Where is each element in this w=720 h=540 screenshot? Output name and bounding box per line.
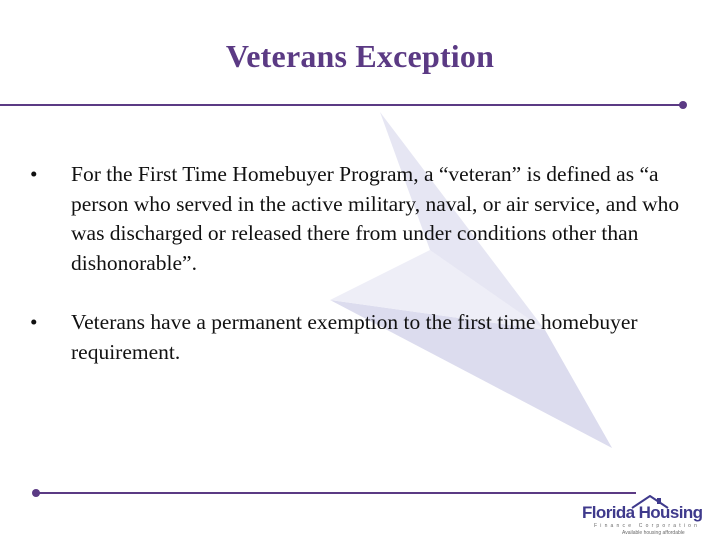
bottom-divider-dot bbox=[32, 489, 40, 497]
bullet-list bbox=[30, 160, 690, 367]
bullet-text: Veterans have a permanent exemption to the first time homebuyer requirement. bbox=[71, 310, 638, 364]
bullet-text: For the First Time Homebuyer Program, a “veteran” is defined as “a person who served in the active military, naval, or air service, and who was discharged or released there from under conditions other than dishonorable”. bbox=[71, 162, 680, 275]
logo-tagline: Available housing affordable bbox=[622, 530, 685, 536]
bullet-icon: • bbox=[30, 310, 38, 334]
slide-title: Veterans Exception bbox=[225, 38, 495, 74]
logo-name: Florida Housing bbox=[582, 503, 703, 522]
florida-housing-logo bbox=[582, 495, 712, 537]
bottom-divider-line bbox=[36, 492, 636, 494]
bullet-icon: • bbox=[30, 162, 38, 186]
top-divider-dot bbox=[679, 101, 687, 109]
bullet-item-veteran-definition bbox=[30, 160, 690, 278]
logo-subtitle: Finance Corporation bbox=[594, 523, 701, 529]
top-divider-line bbox=[0, 104, 682, 106]
bullet-item-permanent-exemption bbox=[30, 308, 690, 367]
